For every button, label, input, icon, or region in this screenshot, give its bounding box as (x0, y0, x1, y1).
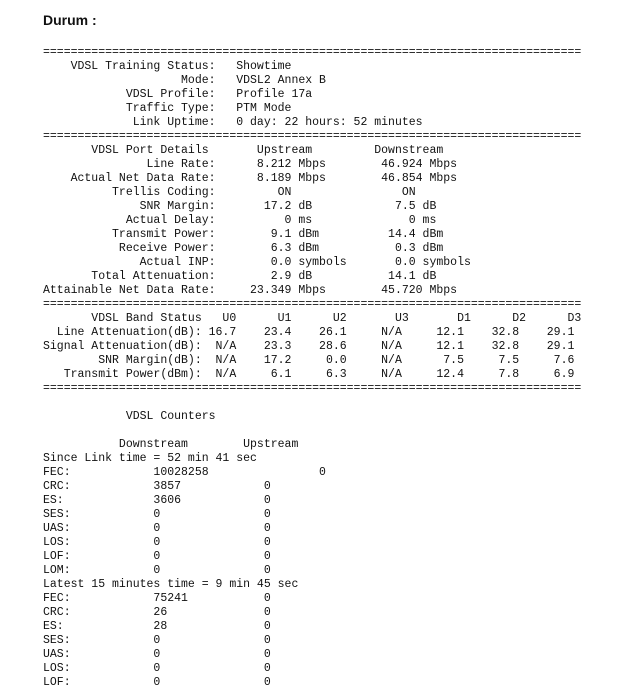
report-line: Actual Delay: 0 ms 0 ms (43, 214, 437, 227)
report-line: ES: 28 0 (43, 620, 271, 633)
report-line: Downstream Upstream (43, 438, 299, 451)
report-line: LOF: 0 0 (43, 550, 271, 563)
report-line: Receive Power: 6.3 dBm 0.3 dBm (43, 242, 444, 255)
separator-line: ============================================================================== (43, 298, 582, 311)
separator-line: ============================================================================== (43, 46, 582, 59)
report-line: VDSL Training Status: Showtime (43, 60, 292, 73)
report-line: Transmit Power(dBm): N/A 6.1 6.3 N/A 12.4 7.8 6.9 (43, 368, 575, 381)
report-line: Actual INP: 0.0 symbols 0.0 symbols (43, 256, 471, 269)
report-line: SES: 0 0 (43, 634, 271, 647)
separator-line: ============================================================================== (43, 382, 582, 395)
page-title: Durum : (43, 12, 97, 28)
report-line: Link Uptime: 0 day: 22 hours: 52 minutes (43, 116, 423, 129)
report-line: LOS: 0 0 (43, 536, 271, 549)
report-line: Trellis Coding: ON ON (43, 186, 416, 199)
report-line: VDSL Port Details Upstream Downstream (43, 144, 444, 157)
report-line: VDSL Band Status U0 U1 U2 U3 D1 D2 D3 (43, 312, 582, 325)
report-line: SES: 0 0 (43, 508, 271, 521)
report-line: LOM: 0 0 (43, 564, 271, 577)
report-line: Since Link time = 52 min 41 sec (43, 452, 257, 465)
report-line: FEC: 75241 0 (43, 592, 271, 605)
report-line: Signal Attenuation(dB): N/A 23.3 28.6 N/A 12.1 32.8 29.1 (43, 340, 575, 353)
report-line: VDSL Counters (43, 410, 216, 423)
report-line: LOS: 0 0 (43, 662, 271, 675)
report-line: Latest 15 minutes time = 9 min 45 sec (43, 578, 299, 591)
report-line: CRC: 3857 0 (43, 480, 271, 493)
report-line: VDSL Profile: Profile 17a (43, 88, 313, 101)
report-line: LOF: 0 0 (43, 676, 271, 689)
report-line: Traffic Type: PTM Mode (43, 102, 292, 115)
vdsl-status-report (43, 46, 581, 690)
report-line: Line Attenuation(dB): 16.7 23.4 26.1 N/A 12.1 32.8 29.1 (43, 326, 575, 339)
report-line: SNR Margin(dB): N/A 17.2 0.0 N/A 7.5 7.5 7.6 (43, 354, 575, 367)
report-line: Total Attenuation: 2.9 dB 14.1 dB (43, 270, 437, 283)
report-line: Transmit Power: 9.1 dBm 14.4 dBm (43, 228, 444, 241)
report-line: Attainable Net Data Rate: 23.349 Mbps 45.720 Mbps (43, 284, 458, 297)
report-line: UAS: 0 0 (43, 648, 271, 661)
report-line: Mode: VDSL2 Annex B (43, 74, 326, 87)
report-line: CRC: 26 0 (43, 606, 271, 619)
report-line: UAS: 0 0 (43, 522, 271, 535)
report-line: Line Rate: 8.212 Mbps 46.924 Mbps (43, 158, 458, 171)
separator-line: ============================================================================== (43, 130, 582, 143)
report-line: FEC: 10028258 0 (43, 466, 326, 479)
report-line: Actual Net Data Rate: 8.189 Mbps 46.854 Mbps (43, 172, 458, 185)
report-line: ES: 3606 0 (43, 494, 271, 507)
report-line: SNR Margin: 17.2 dB 7.5 dB (43, 200, 437, 213)
